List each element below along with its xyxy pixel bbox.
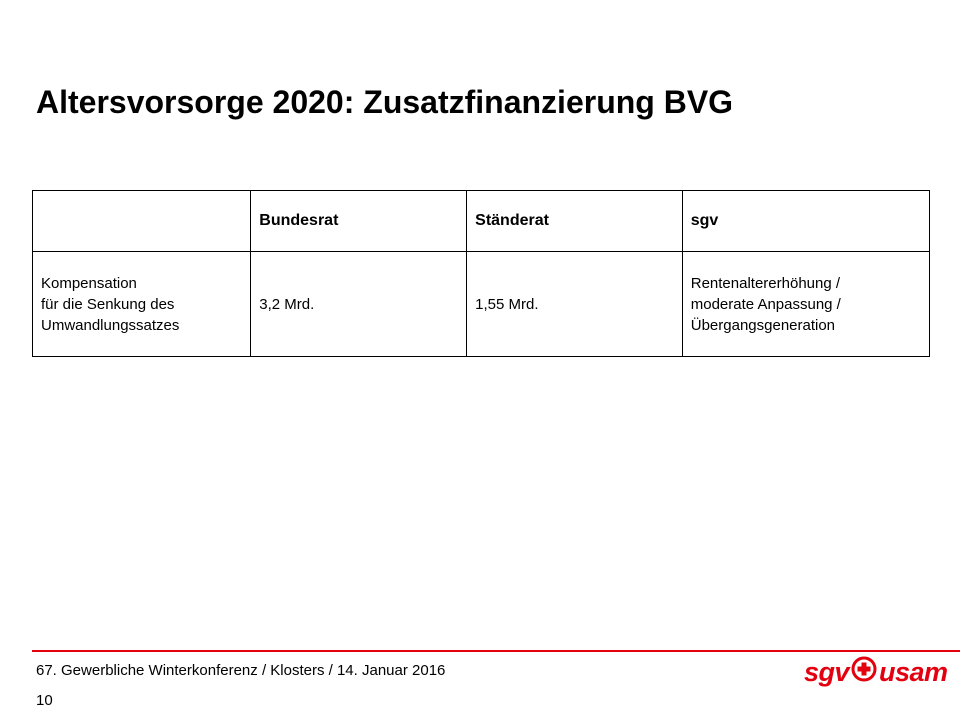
header-sgv: sgv — [682, 191, 929, 252]
sgv-line-1: Rentenaltererhöhung / — [690, 274, 841, 292]
cell-staenderat-value: 1,55 Mrd. — [467, 252, 683, 357]
header-staenderat: Ständerat — [467, 191, 683, 252]
cell-bundesrat-value: 3,2 Mrd. — [251, 252, 467, 357]
row-label-line-2: für die Senkung des — [41, 295, 175, 313]
header-empty-cell — [33, 191, 251, 252]
comparison-table — [32, 190, 930, 357]
sgv-line-3: Übergangsgeneration — [690, 316, 836, 334]
table-header-row — [33, 191, 930, 252]
header-bundesrat: Bundesrat — [251, 191, 467, 252]
swiss-cross-circle-icon — [851, 656, 877, 689]
footer-divider — [32, 650, 960, 652]
row-label-line-1: Kompensation — [41, 274, 137, 292]
page-number: 10 — [36, 692, 53, 709]
slide-title: Altersvorsorge 2020: Zusatzfinanzierung BVG — [36, 84, 734, 120]
logo-text-sgv: sgv — [804, 657, 850, 687]
row-label-cell — [33, 252, 251, 357]
cell-sgv-value — [682, 252, 929, 357]
logo-text-usam: usam — [879, 657, 948, 687]
sgv-line-2: moderate Anpassung / — [690, 295, 841, 313]
footer-event-text: 67. Gewerbliche Winterkonferenz / Klosters / 14. Januar 2016 — [36, 662, 446, 679]
row-label-line-3: Umwandlungssatzes — [41, 316, 180, 334]
sgv-usam-logo — [804, 656, 948, 689]
table-row — [33, 252, 930, 357]
